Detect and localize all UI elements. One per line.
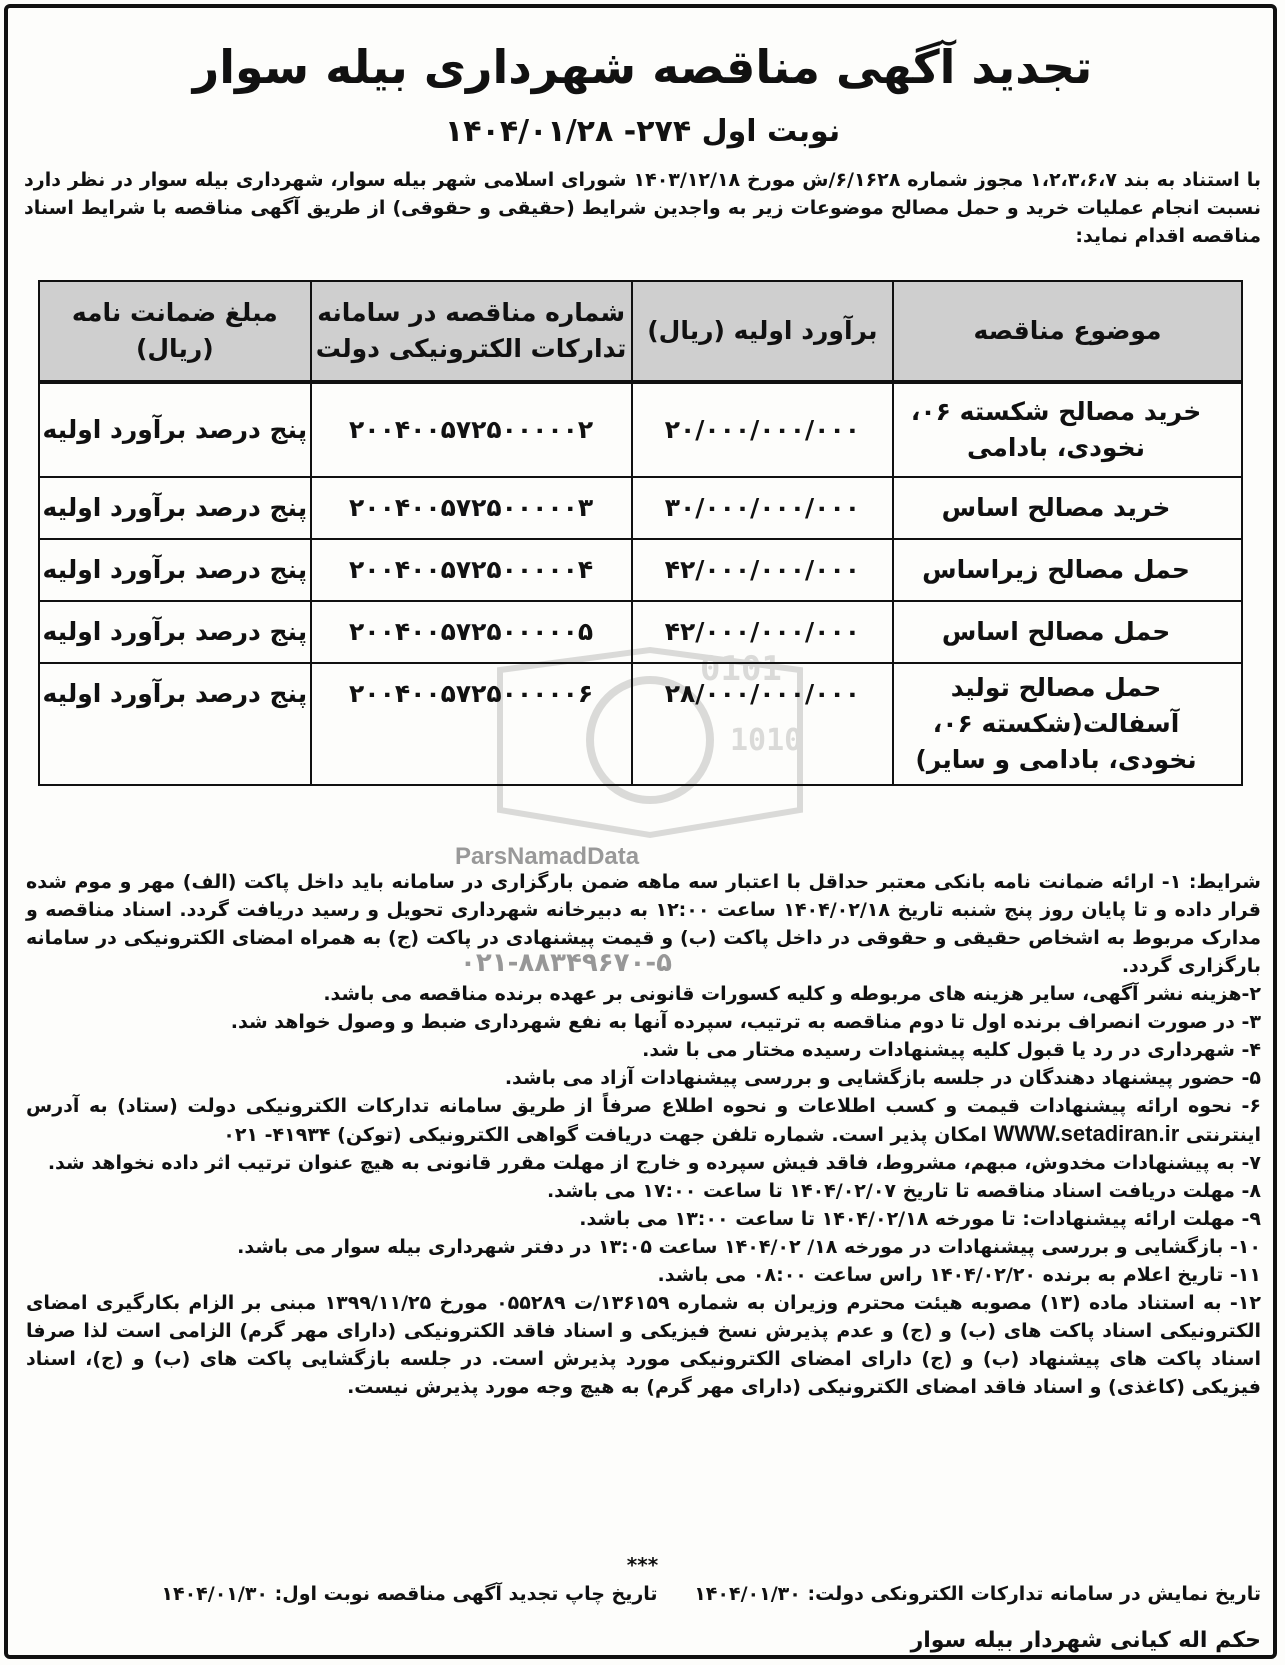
- row-estimate: ۴۲/۰۰۰/۰۰۰/۰۰۰: [632, 601, 893, 663]
- header-number: شماره مناقصه در سامانه تدارکات الکترونیکی دولت: [311, 281, 632, 382]
- row-subject: خرید مصالح اساس: [893, 477, 1242, 539]
- mayor-signature: حکم اله کیانی شهردار بیله سوار: [910, 1628, 1261, 1653]
- condition-5: ۵- حضور پیشنهاد دهندگان در جلسه بازگشایی و بررسی پیشنهادات آزاد می باشد.: [504, 1067, 1261, 1089]
- row-subject: حمل مصالح زیراساس: [893, 539, 1242, 601]
- row-guarantee: پنج درصد برآورد اولیه: [39, 663, 311, 785]
- condition-6-text: ۶- نحوه ارائه پیشنهادات قیمت و کسب اطلاعات و نحوه اطلاع صرفاً از طریق سامانه تدارکات الکترونیکی دولت (ستاد) به آدرس اینترنتی: [26, 1095, 1261, 1146]
- condition-4: ۴- شهرداری در رد یا قبول کلیه پیشنهادات رسیده مختار می با شد.: [642, 1039, 1261, 1061]
- table-row: [39, 382, 1242, 477]
- header-guarantee: مبلغ ضمانت نامه (ریال): [39, 281, 311, 382]
- intro-paragraph: با استناد به بند ۱،۲،۳،۶،۷ مجوز شماره ۶/۱۶۲۸/ش مورخ ۱۴۰۳/۱۲/۱۸ شورای اسلامی شهر بیله سوار، شهرداری بیله سوار در نظر دارد نسبت انجام عملیات خرید و حمل مصالح موضوعات زیر به واجدین شرایط (حقیقی و حقوقی) از طریق آگهی مناقصه با شرایط اسناد مناقصه اقدام نماید:: [24, 169, 1261, 247]
- condition-3: ۳- در صورت انصراف برنده اول تا دوم مناقصه به ترتیب، سپرده آنها به نفع شهرداری ضبط و وصول خواهد شد.: [230, 1011, 1261, 1033]
- condition-7: ۷- به پیشنهادات مخدوش، مبهم، مشروط، فاقد فیش سپرده و خارج از مهلت مقرر قانونی به هیچ عنوان ترتیب اثر داده نخواهد شد.: [47, 1152, 1261, 1174]
- row-subject: حمل مصالح اساس: [893, 601, 1242, 663]
- display-date: تاریخ نمایش در سامانه تدارکات الکترونکی دولت: ۱۴۰۴/۰۱/۳۰: [694, 1583, 1261, 1605]
- table-header-row: [39, 281, 1242, 382]
- row-guarantee: پنج درصد برآورد اولیه: [39, 601, 311, 663]
- row-estimate: ۳۰/۰۰۰/۰۰۰/۰۰۰: [632, 477, 893, 539]
- tender-notice: [10, 10, 1275, 1660]
- row-guarantee: پنج درصد برآورد اولیه: [39, 382, 311, 477]
- row-number: ۲۰۰۴۰۰۵۷۲۵۰۰۰۰۰۶: [311, 663, 632, 785]
- condition-8: ۸- مهلت دریافت اسناد مناقصه تا تاریخ ۱۴۰۴/۰۲/۰۷ تا ساعت ۱۷:۰۰ می باشد.: [546, 1180, 1261, 1202]
- condition-2: ۲-هزینه نشر آگهی، سایر هزینه های مربوطه و کلیه کسورات قانونی بر عهده برنده مناقصه می باشد.: [323, 983, 1261, 1005]
- separator-stars: ***: [626, 1553, 659, 1577]
- row-number: ۲۰۰۴۰۰۵۷۲۵۰۰۰۰۰۲: [311, 382, 632, 477]
- svg-text:1010: 1010: [730, 723, 803, 758]
- header-estimate: برآورد اولیه (ریال): [632, 281, 893, 382]
- row-number: ۲۰۰۴۰۰۵۷۲۵۰۰۰۰۰۳: [311, 477, 632, 539]
- publication-dates: [24, 1580, 1261, 1608]
- table-row: [39, 539, 1242, 601]
- notice-title: تجدید آگهی مناقصه شهرداری بیله سوار: [192, 40, 1093, 94]
- svg-text:0101: 0101: [700, 649, 782, 689]
- row-estimate: ۴۲/۰۰۰/۰۰۰/۰۰۰: [632, 539, 893, 601]
- setadiran-link[interactable]: WWW.setadiran.ir: [993, 1121, 1180, 1146]
- conditions-list: [26, 868, 1261, 1401]
- watermark-phone: ۰۲۱-۸۸۳۴۹۶۷۰-۵: [460, 948, 673, 978]
- notice-subtitle: نوبت اول ۲۷۴- ۱۴۰۴/۰۱/۲۸: [444, 114, 841, 149]
- print-date: تاریخ چاپ تجدید آگهی مناقصه نوبت اول: ۱۴۰۴/۰۱/۳۰: [161, 1583, 658, 1605]
- condition-6: [26, 1092, 1261, 1149]
- tender-table: [38, 280, 1243, 786]
- condition-10: ۱۰- بازگشایی و بررسی پیشنهادات در مورخه ۱۸/ ۱۴۰۴/۰۲ ساعت ۱۳:۰۵ در دفتر شهرداری بیله سوار می باشد.: [237, 1236, 1261, 1258]
- row-estimate: ۲۸/۰۰۰/۰۰۰/۰۰۰: [632, 663, 893, 785]
- table-row: [39, 663, 1242, 785]
- watermark-text: ParsNamadData: [455, 843, 640, 870]
- header-subject: موضوع مناقصه: [893, 281, 1242, 382]
- table-row: [39, 477, 1242, 539]
- row-guarantee: پنج درصد برآورد اولیه: [39, 477, 311, 539]
- condition-12: ۱۲- به استناد ماده (۱۳) مصوبه هیئت محترم وزیران به شماره ۱۳۶۱۵۹/ت ۰۵۵۲۸۹ مورخ ۱۳۹۹/۱۱/۲۵ مبنی بر الزام بکارگیری امضای الکترونیکی اسناد پاکت های (ب) و (ج) و عدم پذیرش نسخ فیزیکی و اسناد فاقد الکترونیکی (دارای مهر گرم) الزامی است لذا صرفا اسناد پاکت های پیشنهاد (ب) و (ج) دارای امضای الکترونیکی مورد پذیرش است. در جلسه بازگشایی پاکت های (ب) و (ج)، اسناد فیزیکی (کاغذی) و اسناد فاقد امضای الکترونیکی (دارای مهر گرم) به هیچ وجه مورد پذیرش نیست.: [26, 1292, 1261, 1398]
- row-number: ۲۰۰۴۰۰۵۷۲۵۰۰۰۰۰۵: [311, 601, 632, 663]
- condition-9: ۹- مهلت ارائه پیشنهادات: تا مورخه ۱۴۰۴/۰۲/۱۸ تا ساعت ۱۳:۰۰ می باشد.: [579, 1208, 1261, 1230]
- condition-6-phone: امکان پذیر است. شماره تلفن جهت دریافت گواهی الکترونیکی (توکن) ۴۱۹۳۴- ۰۲۱: [223, 1124, 987, 1146]
- row-guarantee: پنج درصد برآورد اولیه: [39, 539, 311, 601]
- row-subject: حمل مصالح تولید آسفالت(شکسته ۰۶، نخودی، بادامی و سایر): [893, 663, 1242, 785]
- condition-11: ۱۱- تاریخ اعلام به برنده ۱۴۰۴/۰۲/۲۰ راس ساعت ۰۸:۰۰ می باشد.: [657, 1264, 1261, 1286]
- table-row: [39, 601, 1242, 663]
- row-estimate: ۲۰/۰۰۰/۰۰۰/۰۰۰: [632, 382, 893, 477]
- row-number: ۲۰۰۴۰۰۵۷۲۵۰۰۰۰۰۴: [311, 539, 632, 601]
- row-subject: خرید مصالح شکسته ۰۶، نخودی، بادامی: [893, 382, 1242, 477]
- condition-1: شرایط: ۱- ارائه ضمانت نامه بانکی معتبر حداقل با اعتبار سه ماهه ضمن بارگزاری در سامانه باید داخل پاکت (الف) مهر و موم شده قرار داده و تا پایان روز پنج شنبه تاریخ ۱۴۰۴/۰۲/۱۸ ساعت ۱۲:۰۰ به دبیرخانه شهرداری تحویل و رسید دریافت گردد. اسناد مناقصه و مدارک مربوط به اشخاص حقیقی و حقوقی در داخل پاکت (ب) و قیمت پیشنهادی در پاکت (ج) به همراه امضای الکترونیکی در سامانه بارگزاری گردد.: [26, 871, 1261, 977]
